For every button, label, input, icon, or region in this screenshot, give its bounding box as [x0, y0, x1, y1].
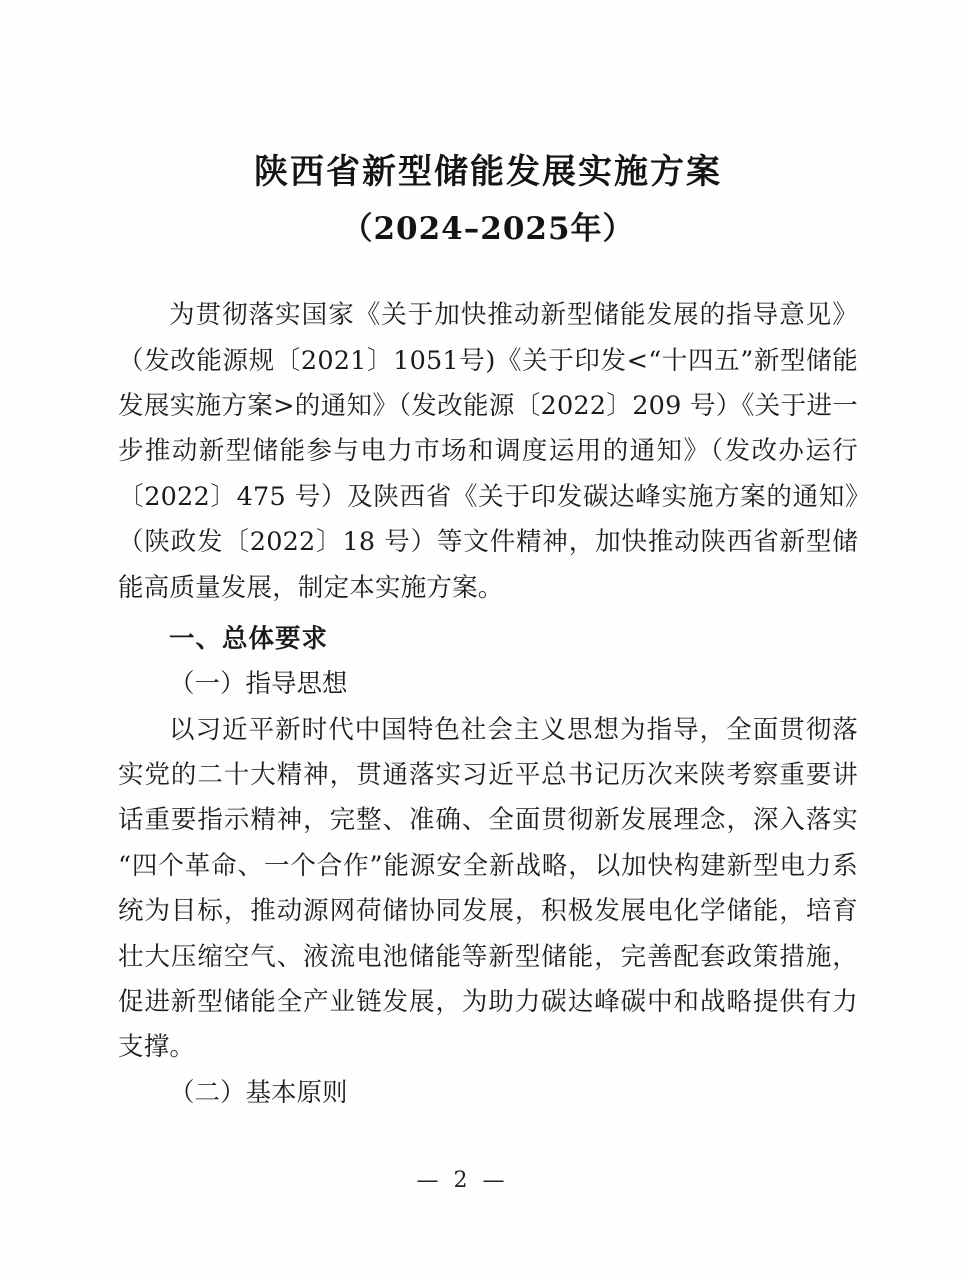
page-subtitle: （2024–2025年） — [341, 210, 635, 247]
preamble-paragraph: 为贯彻落实国家《关于加快推动新型储能发展的指导意见》（发改能源规〔2021〕1051号)《关于印发<“十四五”新型储能发展实施方案>的通知》（发改能源〔2022〕209 号）《关于进一步推动新型储能参与电力市场和调度运用的通知》（发改办运行〔2022〕475 号）及陕西省《关于印发碳达峰实施方案的通知》（陕政发〔2022〕18 号）等文件精神，加快推动陕西省新型储能高质量发展，制定本实施方案。 — [118, 300, 858, 603]
title-spacer — [118, 251, 858, 293]
title-block — [118, 150, 858, 251]
section-heading-1: 一、总体要求 — [169, 623, 329, 654]
page-number: — 2 — — [416, 1168, 509, 1193]
subsection-heading-1-2: （二）基本原则 — [169, 1077, 348, 1108]
subsection-heading-1-1: （一）指导思想 — [169, 669, 348, 700]
guiding-thought-paragraph: 以习近平新时代中国特色社会主义思想为指导，全面贯彻落实党的二十大精神，贯通落实习近平总书记历次来陕考察重要讲话重要指示精神，完整、准确、全面贯彻新发展理念，深入落实“四个革命、一个合作”能源安全新战略，以加快构建新型电力系统为目标，推动源网荷储协同发展，积极发展电化学储能，培育壮大压缩空气、液流电池储能等新型储能，完善配套政策措施，促进新型储能全产业链发展，为助力碳达峰碳中和战略提供有力支撑。 — [118, 714, 858, 1063]
page-title: 陕西省新型储能发展实施方案 — [254, 152, 722, 192]
document-body — [118, 0, 858, 1116]
